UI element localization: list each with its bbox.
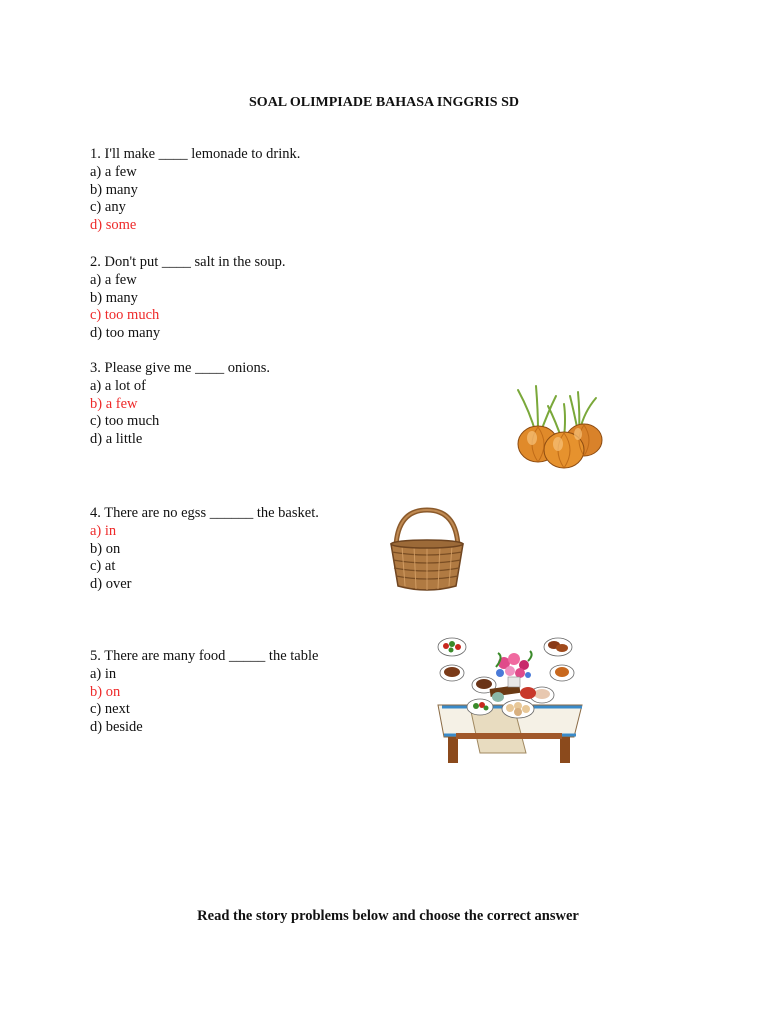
answer-option: d) too many (90, 325, 161, 342)
answer-option: d) a little (90, 431, 143, 448)
question-prompt: 1. I'll make ____ lemonade to drink. (90, 146, 301, 162)
instructions-heading: Read the story problems below and choose the correct answer (197, 908, 579, 924)
answer-option: b) many (90, 289, 138, 306)
question-prompt: 2. Don't put ____ salt in the soup. (90, 254, 286, 270)
page-title: SOAL OLIMPIADE BAHASA INGGRIS SD (249, 95, 519, 110)
question-3 (90, 360, 270, 449)
question-1 (90, 146, 300, 235)
answer-option: d) beside (90, 719, 143, 736)
answer-option: a) a lot of (90, 377, 146, 394)
food-table-illustration (434, 633, 586, 769)
correct-answer-option: b) on (90, 683, 121, 700)
answer-option: c) any (90, 199, 126, 216)
correct-answer-option: c) too much (90, 307, 160, 324)
answer-option: b) many (90, 181, 138, 198)
question-prompt: 4. There are no egss ______ the basket. (90, 505, 319, 521)
question-5 (90, 648, 318, 737)
basket-illustration (386, 506, 468, 594)
question-prompt: 3. Please give me ____ onions. (90, 360, 271, 376)
question-prompt: 5. There are many food _____ the table (90, 648, 319, 664)
answer-option: b) on (90, 540, 121, 557)
correct-answer-option: d) some (90, 217, 137, 234)
answer-option: a) a few (90, 163, 137, 180)
correct-answer-option: a) in (90, 522, 117, 539)
question-2 (90, 254, 286, 343)
answer-option: a) in (90, 665, 117, 682)
correct-answer-option: b) a few (90, 395, 138, 412)
answer-option: d) over (90, 576, 132, 593)
answer-option: c) too much (90, 413, 160, 430)
question-4 (90, 505, 319, 594)
answer-option: c) at (90, 558, 116, 575)
answer-option: c) next (90, 701, 130, 718)
answer-option: a) a few (90, 271, 137, 288)
onions-illustration (512, 382, 608, 472)
